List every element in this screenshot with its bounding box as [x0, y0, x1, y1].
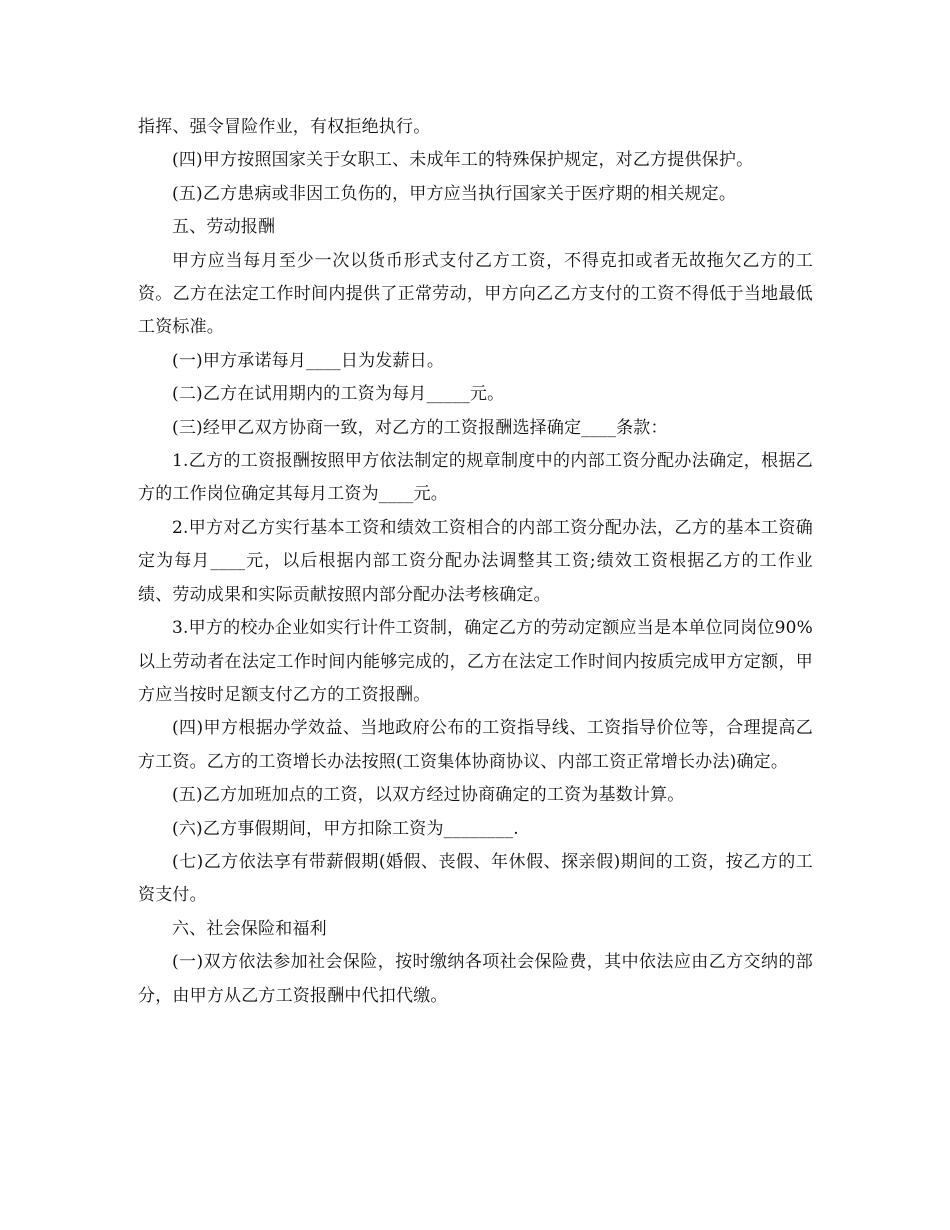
document-page: [138, 111, 813, 1013]
paragraph-9: 1.乙方的工资报酬按照甲方依法制定的规章制度中的内部工资分配办法确定，根据乙方的工作岗位确定其每月工资为____元。: [138, 451, 813, 505]
paragraph-7: (二)乙方在试用期内的工资为每月_____元。: [172, 384, 505, 405]
paragraph-3: (五)乙方患病或非因工负伤的，甲方应当执行国家关于医疗期的相关规定。: [172, 183, 737, 204]
paragraph-14: (六)乙方事假期间，甲方扣除工资为________.: [172, 818, 519, 839]
paragraph-8: (三)经甲乙双方协商一致，对乙方的工资报酬选择确定____条款：: [172, 417, 668, 438]
paragraph-17: (一)双方依法参加社会保险，按时缴纳各项社会保险费，其中依法应由乙方交纳的部分，由甲方从乙方工资报酬中代扣代缴。: [138, 952, 813, 1006]
paragraph-1: 指挥、强令冒险作业，有权拒绝执行。: [138, 117, 431, 137]
section-heading-6: 六、社会保险和福利: [172, 918, 327, 939]
section-heading-5: 五、劳动报酬: [172, 217, 276, 238]
paragraph-5: 甲方应当每月至少一次以货币形式支付乙方工资，不得克扣或者无故拖欠乙方的工资。乙方在法定工作时间内提供了正常劳动，甲方向乙乙方支付的工资不得低于当地最低工资标准。: [138, 250, 813, 338]
paragraph-11: 3.甲方的校办企业如实行计件工资制，确定乙方的劳动定额应当是本单位同岗位90%以上劳动者在法定工作时间内能够完成的，乙方在法定工作时间内按质完成甲方定额，甲方应当按时足额支付乙方的工资报酬。: [138, 618, 813, 705]
paragraph-2: (四)甲方按照国家关于女职工、未成年工的特殊保护规定，对乙方提供保护。: [172, 150, 754, 171]
paragraph-12: (四)甲方根据办学效益、当地政府公布的工资指导线、工资指导价位等，合理提高乙方工资。乙方的工资增长办法按照(工资集体协商协议、内部工资正常增长办法)确定。: [138, 718, 813, 772]
paragraph-13: (五)乙方加班加点的工资，以双方经过协商确定的工资为基数计算。: [172, 785, 685, 806]
paragraph-15: (七)乙方依法享有带薪假期(婚假、丧假、年休假、探亲假)期间的工资，按乙方的工资支付。: [138, 851, 813, 906]
paragraph-10: 2.甲方对乙方实行基本工资和绩效工资相合的内部工资分配办法，乙方的基本工资确定为每月____元，以后根据内部工资分配办法调整其工资;绩效工资根据乙方的工作业绩、劳动成果和实际贡献按照内部分配办法考核确定。: [138, 517, 813, 605]
paragraph-6: (一)甲方承诺每月____日为发薪日。: [172, 350, 445, 371]
